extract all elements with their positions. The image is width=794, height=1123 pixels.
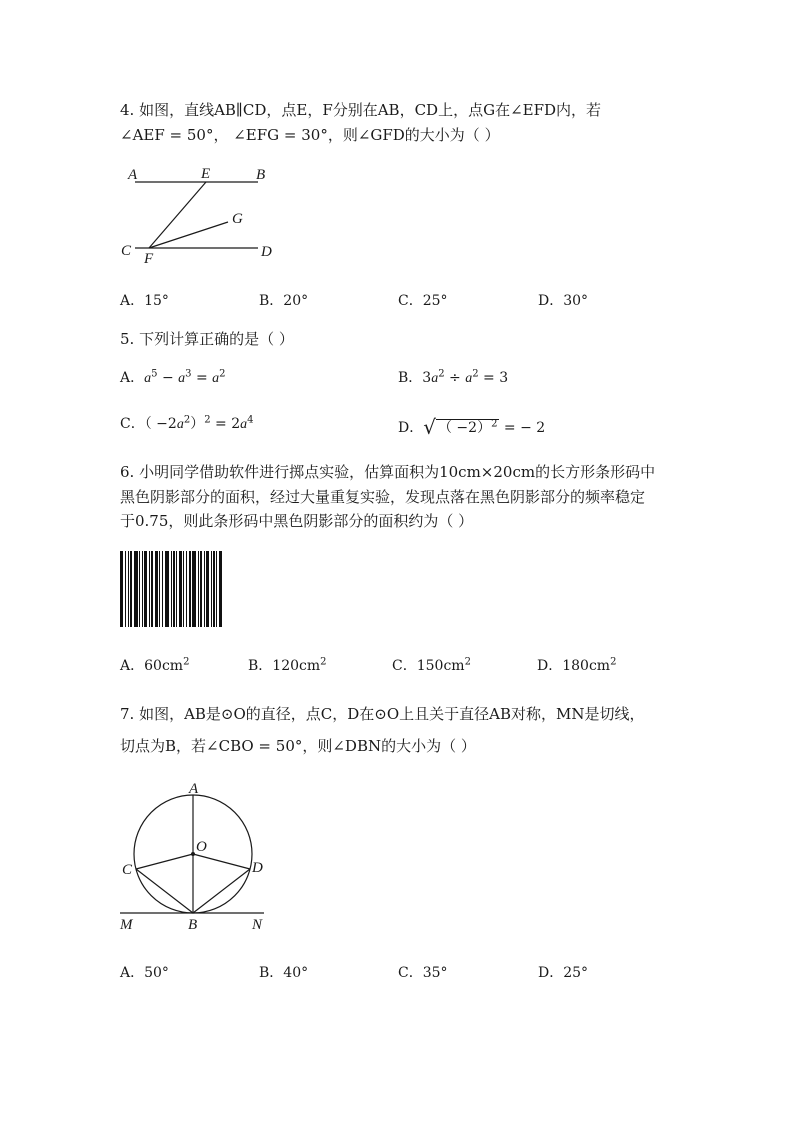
barcode-bar <box>171 551 172 627</box>
segment-od <box>193 854 250 869</box>
chord-db <box>193 869 250 913</box>
barcode-bar <box>186 551 187 627</box>
barcode-bar <box>176 551 177 627</box>
barcode-bar <box>159 551 160 627</box>
q6-option-a: A．$60cm^2$ <box>120 656 190 674</box>
chord-cb <box>136 869 193 913</box>
label-o: O <box>196 839 207 855</box>
barcode-bar <box>192 551 196 627</box>
label-d: D <box>261 244 272 260</box>
label-d: D <box>252 860 263 876</box>
q7-option-c: C．35° <box>398 965 448 981</box>
radical-sign-icon: √ <box>423 415 436 439</box>
q4-line1: 4. 如图，直线AB∥CD，点E，F分别在AB，CD上，点G在∠EFD内，若 <box>120 101 602 119</box>
label-b: B <box>188 917 198 933</box>
q6-option-d: D．$180cm^2$ <box>537 656 617 674</box>
q6-option-b: B．$120cm^2$ <box>248 656 327 674</box>
label-m: M <box>120 917 133 933</box>
q7-figure <box>112 778 272 936</box>
q4-option-d: D．30° <box>538 293 589 309</box>
q6-line3: 于0.75，则此条形码中黑色阴影部分的面积约为（ ） <box>120 512 474 530</box>
q4-option-a: A．15° <box>120 293 169 309</box>
barcode-bar <box>173 551 175 627</box>
q5-option-b: B．$3a^2 \div a^2 = 3$ <box>398 368 509 386</box>
barcode-bar <box>149 551 150 627</box>
label-g: G <box>232 211 243 227</box>
center-point <box>191 852 195 856</box>
label-c: C <box>121 243 132 259</box>
barcode-bar <box>151 551 153 627</box>
label-e: E <box>201 166 211 182</box>
barcode-bar <box>219 551 222 627</box>
barcode-bar <box>144 551 147 627</box>
barcode-bar <box>125 551 126 627</box>
q7-option-d: D．25° <box>538 965 589 981</box>
segment-oc <box>136 854 193 869</box>
barcode-bar <box>204 551 205 627</box>
barcode-bar <box>130 551 132 627</box>
barcode-bar <box>216 551 217 627</box>
barcode-bar <box>128 551 129 627</box>
label-n: N <box>252 917 263 933</box>
q7-line2: 切点为B，若∠CBO = 50°，则∠DBN的大小为（ ） <box>120 737 476 755</box>
barcode-bar <box>142 551 143 627</box>
barcode-bar <box>213 551 215 627</box>
q5-option-d: D．√ （ −2）$^2$ = − 2 <box>398 415 546 439</box>
barcode-bar <box>165 551 169 627</box>
q4-option-b: B．20° <box>259 293 309 309</box>
barcode-bar <box>198 551 199 627</box>
q5-stem: 5. 下列计算正确的是（ ） <box>120 330 294 348</box>
label-b: B <box>256 167 266 183</box>
label-f: F <box>144 251 154 267</box>
label-a: A <box>189 781 199 797</box>
q4-option-c: C．25° <box>398 293 448 309</box>
label-a: A <box>128 167 138 183</box>
q6-option-c: C．$150cm^2$ <box>392 656 471 674</box>
q6-line2: 黑色阴影部分的面积，经过大量重复实验，发现点落在黑色阴影部分的频率稳定 <box>120 488 646 506</box>
barcode-bar <box>134 551 138 627</box>
barcode-bar <box>155 551 158 627</box>
barcode-bar <box>200 551 202 627</box>
q4-line2: ∠AEF = 50°， ∠EFG = 30°，则∠GFD的大小为（ ） <box>120 126 500 144</box>
barcode-bar <box>120 551 123 627</box>
barcode-bar <box>211 551 212 627</box>
label-c: C <box>122 862 133 878</box>
q4-figure <box>115 160 285 270</box>
barcode-bar <box>189 551 191 627</box>
q7-option-b: B．40° <box>259 965 309 981</box>
q7-line1: 7. 如图，AB是⊙O的直径，点C，D在⊙O上且关于直径AB对称，MN是切线， <box>120 705 645 723</box>
q5-option-a: A．$a^5 - a^3 = a^2$ <box>120 368 226 386</box>
q6-line1: 6. 小明同学借助软件进行掷点实验，估算面积为10cm×20cm的长方形条形码中 <box>120 463 656 481</box>
barcode-image <box>120 551 278 627</box>
barcode-bar <box>162 551 163 627</box>
barcode-bar <box>139 551 140 627</box>
barcode-bar <box>183 551 184 627</box>
q5-option-c: C．（ $-2a^2)^2 = 2a^4$ <box>120 414 254 432</box>
barcode-bar <box>179 551 182 627</box>
q7-option-a: A．50° <box>120 965 169 981</box>
barcode-bar <box>206 551 209 627</box>
